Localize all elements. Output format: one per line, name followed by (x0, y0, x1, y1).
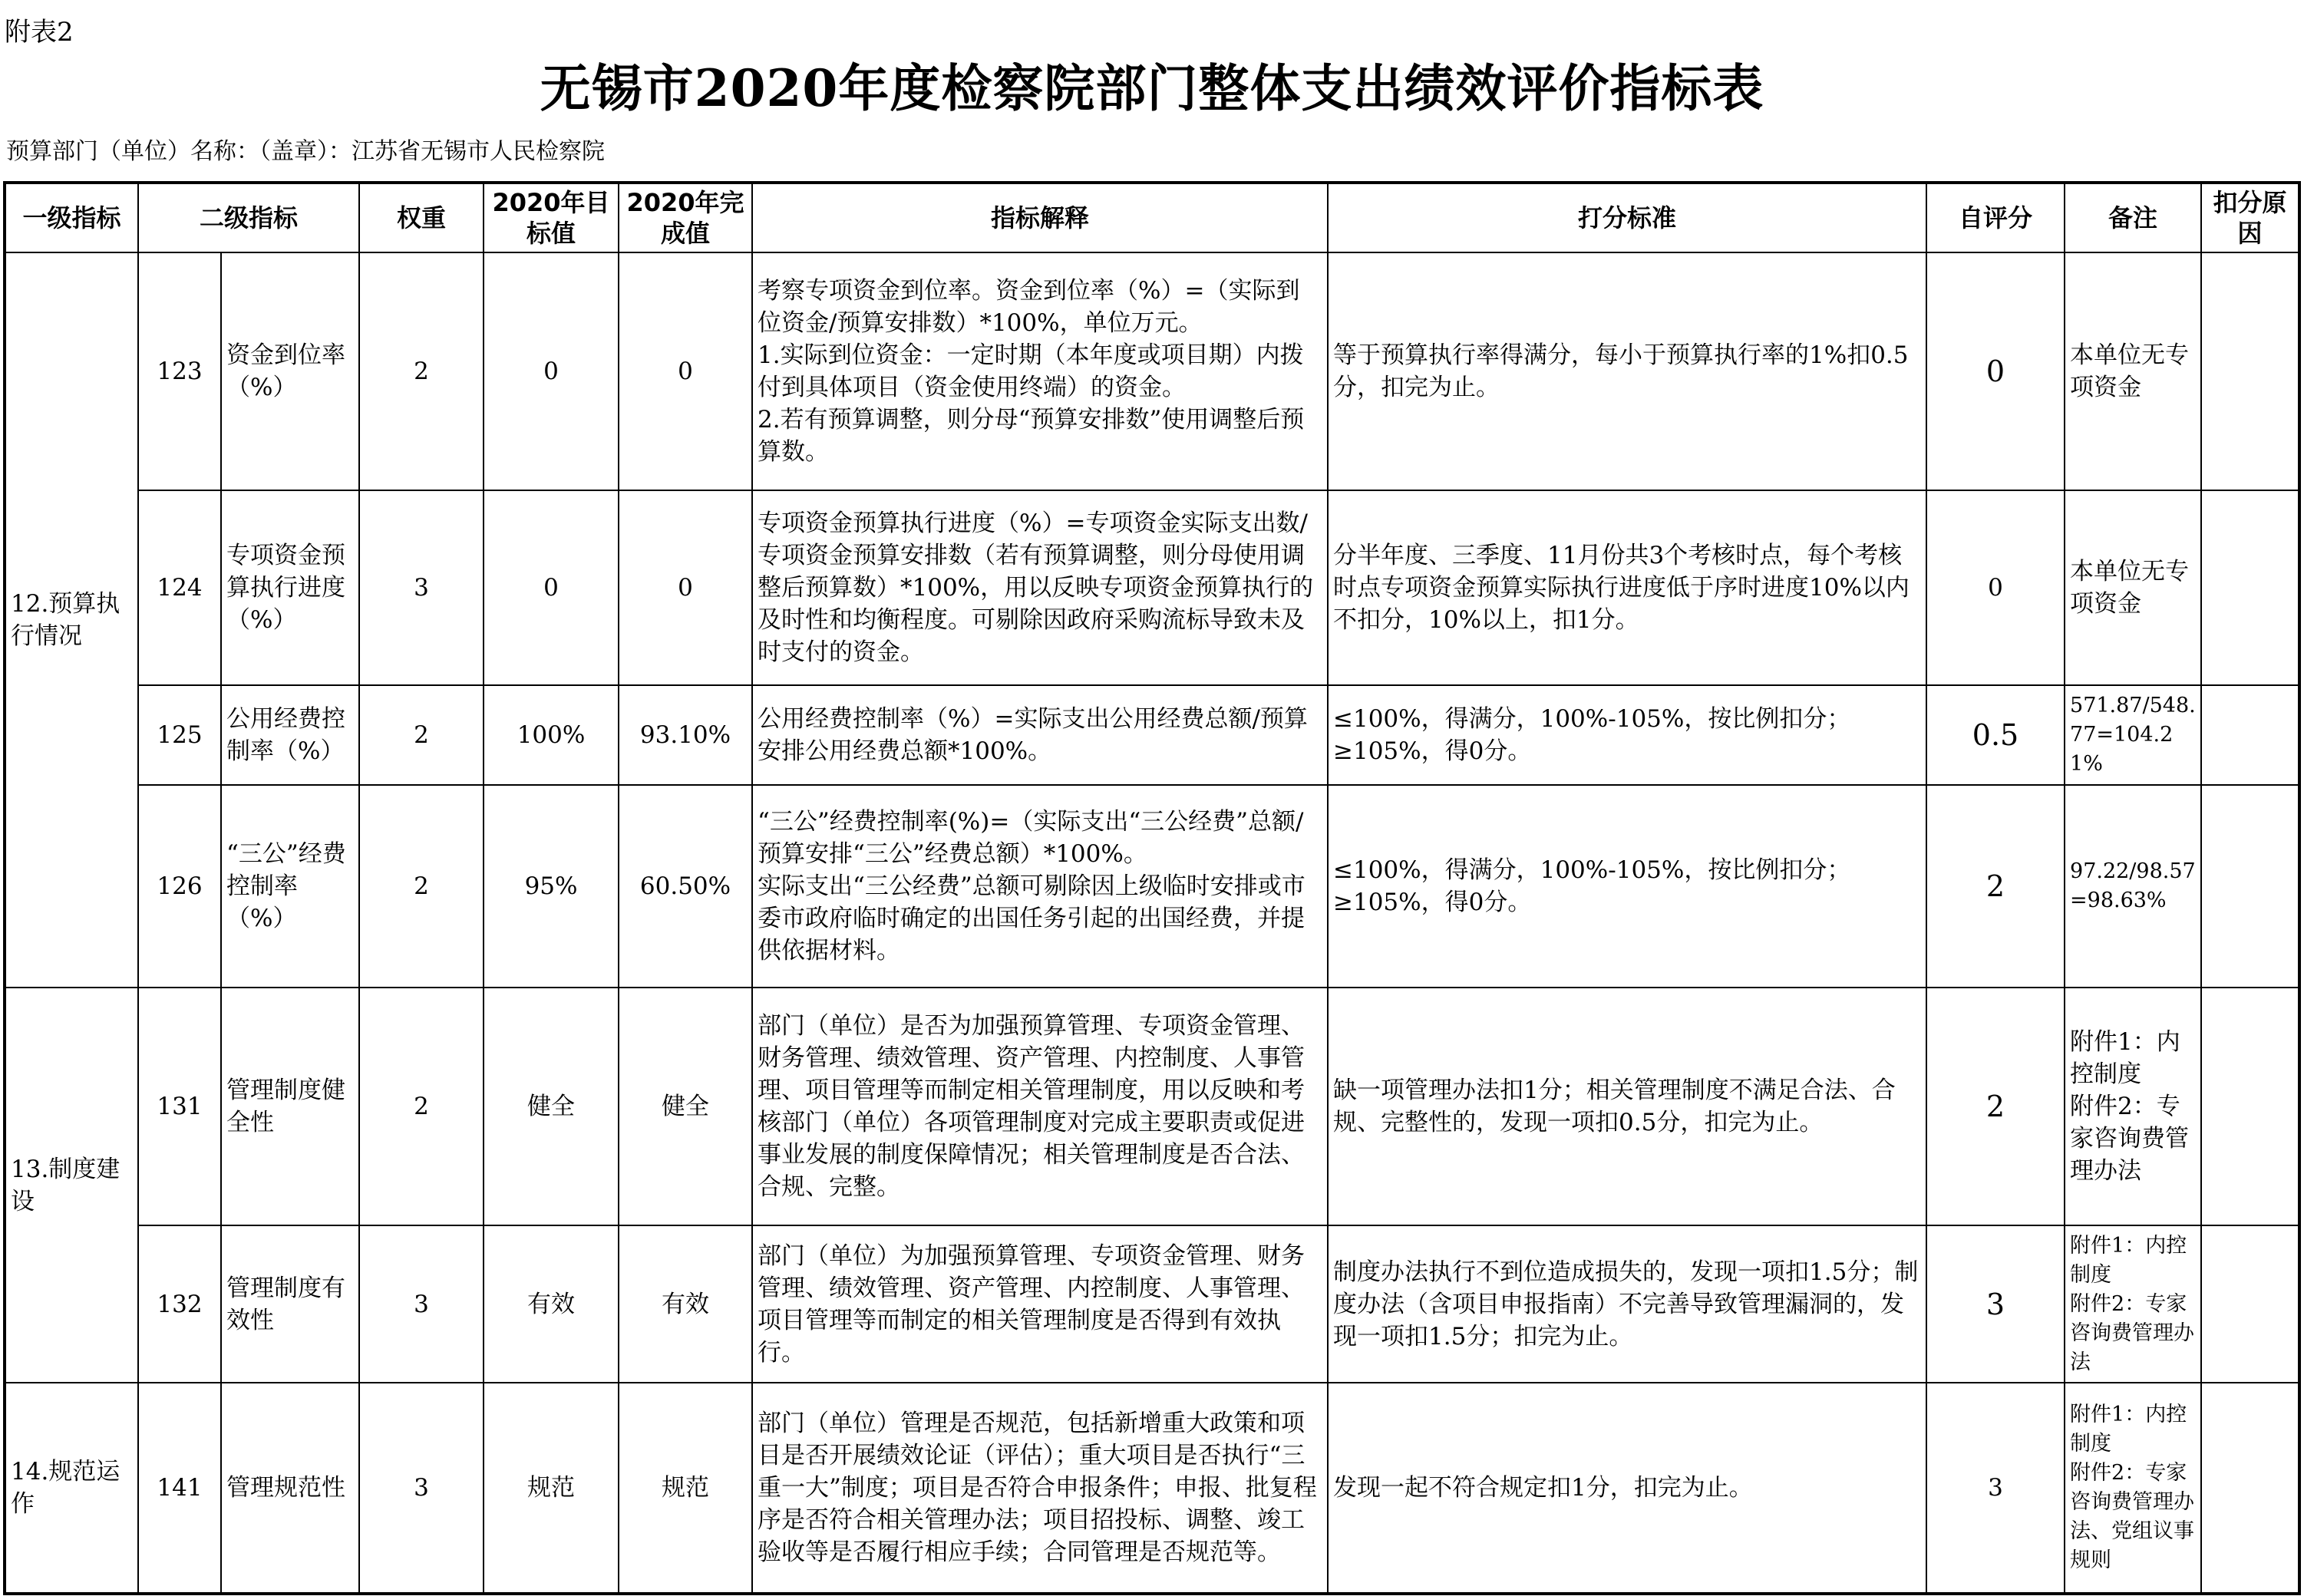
criteria-cell: 制度办法执行不到位造成损失的，发现一项扣1.5分；制度办法（含项目申报指南）不完善导致管理漏洞的，发现一项扣1.5分；扣完为止。 (1328, 1225, 1926, 1383)
explanation-cell: 考察专项资金到位率。资金到位率（%）=（实际到位资金/预算安排数）*100%，单位万元。 1.实际到位资金：一定时期（本年度或项目期）内拨付到具体项目（资金使用终端）的资金。 2.若有预算调整，则分母“预算安排数”使用调整后预算数。 (752, 252, 1328, 490)
header-actual: 2020年完成值 (619, 183, 752, 252)
target-cell: 100% (484, 685, 619, 785)
indicator-name: 管理规范性 (221, 1383, 359, 1594)
actual-cell: 0 (619, 490, 752, 685)
indicator-code: 131 (138, 988, 221, 1225)
target-cell: 0 (484, 252, 619, 490)
actual-cell: 健全 (619, 988, 752, 1225)
indicator-name: 专项资金预算执行进度（%） (221, 490, 359, 685)
deduction-cell (2201, 685, 2299, 785)
indicator-name: “三公”经费控制率（%） (221, 785, 359, 988)
deduction-cell (2201, 785, 2299, 988)
target-cell: 健全 (484, 988, 619, 1225)
criteria-cell: 分半年度、三季度、11月份共3个考核时点，每个考核时点专项资金预算实际执行进度低于序时进度10%以内不扣分，10%以上，扣1分。 (1328, 490, 1926, 685)
weight-cell: 2 (359, 988, 484, 1225)
target-cell: 有效 (484, 1225, 619, 1383)
indicator-name: 公用经费控制率（%） (221, 685, 359, 785)
deduction-cell (2201, 252, 2299, 490)
page-title: 无锡市2020年度检察院部门整体支出绩效评价指标表 (540, 58, 1764, 118)
remark-cell: 571.87/548.77=104.21% (2065, 685, 2201, 785)
group-label: 14.规范运作 (5, 1383, 138, 1594)
deduction-cell (2201, 1383, 2299, 1594)
weight-cell: 3 (359, 490, 484, 685)
explanation-cell: 部门（单位）为加强预算管理、专项资金管理、财务管理、绩效管理、资产管理、内控制度、人事管理、项目管理等而制定的相关管理制度是否得到有效执行。 (752, 1225, 1328, 1383)
table-row (5, 785, 2299, 988)
weight-cell: 3 (359, 1383, 484, 1594)
remark-cell: 附件1：内控制度 附件2：专家咨询费管理办法 (2065, 988, 2201, 1225)
header-level2: 二级指标 (138, 183, 359, 252)
criteria-cell: ≤100%，得满分，100%-105%，按比例扣分；≥105%，得0分。 (1328, 785, 1926, 988)
remark-cell: 本单位无专项资金 (2065, 490, 2201, 685)
target-cell: 规范 (484, 1383, 619, 1594)
attachment-label: 附表2 (5, 17, 74, 48)
header-explanation: 指标解释 (752, 183, 1328, 252)
group-label: 13.制度建设 (5, 988, 138, 1383)
actual-cell: 规范 (619, 1383, 752, 1594)
remark-cell: 本单位无专项资金 (2065, 252, 2201, 490)
weight-cell: 3 (359, 1225, 484, 1383)
header-deduction: 扣分原因 (2201, 183, 2299, 252)
deduction-cell (2201, 988, 2299, 1225)
actual-cell: 有效 (619, 1225, 752, 1383)
header-criteria: 打分标准 (1328, 183, 1926, 252)
criteria-cell: 等于预算执行率得满分，每小于预算执行率的1%扣0.5分，扣完为止。 (1328, 252, 1926, 490)
table-header-row (5, 183, 2299, 252)
target-cell: 0 (484, 490, 619, 685)
department-line: 预算部门（单位）名称：（盖章）：江苏省无锡市人民检察院 (6, 138, 605, 165)
deduction-cell (2201, 490, 2299, 685)
self-score-cell: 0.5 (1926, 685, 2065, 785)
indicator-code: 124 (138, 490, 221, 685)
header-remark: 备注 (2065, 183, 2201, 252)
weight-cell: 2 (359, 252, 484, 490)
table-row (5, 252, 2299, 490)
header-target: 2020年目标值 (484, 183, 619, 252)
header-weight: 权重 (359, 183, 484, 252)
remark-cell: 97.22/98.57=98.63% (2065, 785, 2201, 988)
indicator-code: 123 (138, 252, 221, 490)
deduction-cell (2201, 1225, 2299, 1383)
criteria-cell: 缺一项管理办法扣1分；相关管理制度不满足合法、合规、完整性的，发现一项扣0.5分，扣完为止。 (1328, 988, 1926, 1225)
explanation-cell: 公用经费控制率（%）=实际支出公用经费总额/预算安排公用经费总额*100%。 (752, 685, 1328, 785)
indicator-code: 126 (138, 785, 221, 988)
weight-cell: 2 (359, 685, 484, 785)
group-label: 12.预算执行情况 (5, 252, 138, 988)
remark-cell: 附件1：内控制度 附件2：专家咨询费管理办法 (2065, 1225, 2201, 1383)
indicator-code: 125 (138, 685, 221, 785)
target-cell: 95% (484, 785, 619, 988)
actual-cell: 60.50% (619, 785, 752, 988)
table-row (5, 685, 2299, 785)
indicator-name: 管理制度有效性 (221, 1225, 359, 1383)
header-self-score: 自评分 (1926, 183, 2065, 252)
explanation-cell: 部门（单位）是否为加强预算管理、专项资金管理、财务管理、绩效管理、资产管理、内控制度、人事管理、项目管理等而制定相关管理制度，用以反映和考核部门（单位）各项管理制度对完成主要职责或促进事业发展的制度保障情况；相关管理制度是否合法、合规、完整。 (752, 988, 1328, 1225)
indicator-code: 141 (138, 1383, 221, 1594)
table-row (5, 988, 2299, 1225)
table-row (5, 1383, 2299, 1594)
criteria-cell: ≤100%，得满分，100%-105%，按比例扣分；≥105%，得0分。 (1328, 685, 1926, 785)
self-score-cell: 0 (1926, 252, 2065, 490)
self-score-cell: 0 (1926, 490, 2065, 685)
remark-cell: 附件1：内控制度 附件2：专家咨询费管理办法、党组议事规则 (2065, 1383, 2201, 1594)
criteria-cell: 发现一起不符合规定扣1分，扣完为止。 (1328, 1383, 1926, 1594)
self-score-cell: 3 (1926, 1383, 2065, 1594)
table-row (5, 490, 2299, 685)
table-row (5, 1225, 2299, 1383)
weight-cell: 2 (359, 785, 484, 988)
indicator-code: 132 (138, 1225, 221, 1383)
explanation-cell: “三公”经费控制率(%)=（实际支出“三公经费”总额/预算安排“三公”经费总额）*100%。 实际支出“三公经费”总额可剔除因上级临时安排或市委市政府临时确定的出国任务引起的出国经费，并提供依据材料。 (752, 785, 1328, 988)
header-level1: 一级指标 (5, 183, 138, 252)
indicator-name: 资金到位率（%） (221, 252, 359, 490)
indicator-name: 管理制度健全性 (221, 988, 359, 1225)
self-score-cell: 2 (1926, 785, 2065, 988)
indicator-table (3, 181, 2301, 1595)
explanation-cell: 专项资金预算执行进度（%）=专项资金实际支出数/专项资金预算安排数（若有预算调整，则分母使用调整后预算数）*100%，用以反映专项资金预算执行的及时性和均衡程度。可剔除因政府采购流标导致未及时支付的资金。 (752, 490, 1328, 685)
explanation-cell: 部门（单位）管理是否规范，包括新增重大政策和项目是否开展绩效论证（评估）；重大项目是否执行“三重一大”制度；项目是否符合申报条件；申报、批复程序是否符合相关管理办法；项目招投标、调整、竣工验收等是否履行相应手续；合同管理是否规范等。 (752, 1383, 1328, 1594)
self-score-cell: 2 (1926, 988, 2065, 1225)
self-score-cell: 3 (1926, 1225, 2065, 1383)
actual-cell: 93.10% (619, 685, 752, 785)
actual-cell: 0 (619, 252, 752, 490)
